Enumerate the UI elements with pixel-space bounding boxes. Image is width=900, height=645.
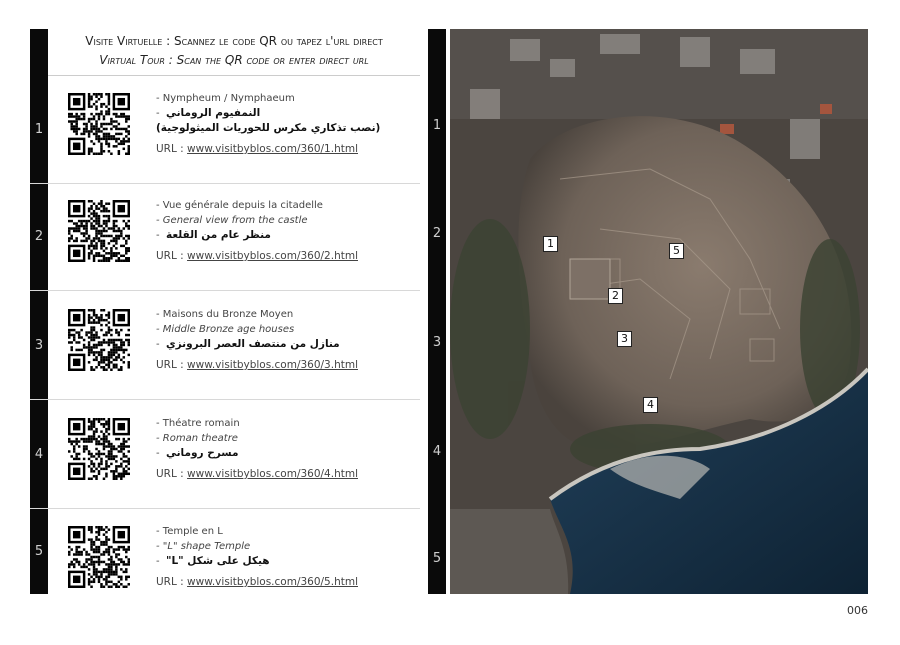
site-url[interactable] — [156, 358, 416, 373]
url-label: URL : — [156, 468, 188, 480]
map-marker-2[interactable]: 2 — [608, 288, 623, 304]
site-name-en: - "L" shape Temple — [156, 541, 251, 552]
site-desc-ar: (نصب تذكاري مكرس للحوريات الميثولوجية) — [156, 122, 381, 134]
qr-code-5[interactable] — [68, 526, 130, 588]
page-number: 006 — [847, 604, 868, 617]
row-number: 2 — [34, 229, 44, 244]
map-marker-4[interactable]: 4 — [643, 397, 658, 413]
url-label: URL : — [156, 576, 188, 588]
site-row-2 — [30, 183, 420, 291]
site-name-ar: منازل من منتصف العصر البرونزي — [165, 338, 340, 350]
mid-number-5: 5 — [432, 551, 442, 566]
url-link[interactable]: www.visitbyblos.com/360/4.html — [187, 468, 358, 480]
middle-black-bar — [428, 29, 446, 594]
site-name-ar: منظر عام من القلعة — [165, 229, 271, 241]
row-number: 4 — [34, 447, 44, 462]
url-link[interactable]: www.visitbyblos.com/360/3.html — [187, 359, 358, 371]
site-row-1 — [30, 76, 420, 184]
mid-number-1: 1 — [432, 118, 442, 133]
qr-code-3[interactable] — [68, 309, 130, 371]
url-label: URL : — [156, 359, 188, 371]
site-url[interactable] — [156, 575, 416, 590]
row-number: 5 — [34, 544, 44, 559]
url-link[interactable]: www.visitbyblos.com/360/5.html — [187, 576, 358, 588]
site-name-ar: مسرح روماني — [165, 447, 239, 459]
mid-number-3: 3 — [432, 335, 442, 350]
url-link[interactable]: www.visitbyblos.com/360/2.html — [187, 250, 358, 262]
site-name-fr: - Théatre romain — [156, 418, 240, 429]
url-label: URL : — [156, 143, 188, 155]
dash: - — [156, 230, 160, 241]
site-name-ar: النمفيوم الروماني — [165, 107, 261, 119]
site-row-3 — [30, 292, 420, 400]
aerial-photo — [450, 29, 868, 594]
row-number: 3 — [34, 338, 44, 353]
site-url[interactable] — [156, 142, 416, 157]
map-marker-3[interactable]: 3 — [617, 331, 632, 347]
map-marker-5[interactable]: 5 — [669, 243, 684, 259]
site-name-en: - General view from the castle — [156, 215, 308, 226]
mid-number-4: 4 — [432, 444, 442, 459]
header-french: Visite Virtuelle : Scannez le code QR ou tapez l'url direct — [85, 34, 383, 48]
qr-code-2[interactable] — [68, 200, 130, 262]
header-english: Virtual Tour : Scan the QR code or enter direct url — [99, 53, 369, 67]
url-label: URL : — [156, 250, 188, 262]
site-name-ar: هيكل على شكل "L" — [165, 555, 270, 567]
aerial-map — [450, 29, 868, 594]
row-number: 1 — [34, 122, 44, 137]
dash: - — [156, 108, 160, 119]
url-link[interactable]: www.visitbyblos.com/360/1.html — [187, 143, 358, 155]
qr-code-4[interactable] — [68, 418, 130, 480]
site-name-fr: - Vue générale depuis la citadelle — [156, 200, 323, 211]
dash: - — [156, 339, 160, 350]
site-row-5 — [30, 509, 420, 594]
site-name-en: - Roman theatre — [156, 433, 238, 444]
mid-number-2: 2 — [432, 226, 442, 241]
map-marker-1[interactable]: 1 — [543, 236, 558, 252]
site-name-fr: - Maisons du Bronze Moyen — [156, 309, 294, 320]
page-header — [48, 29, 420, 76]
site-row-4 — [30, 401, 420, 509]
site-name-fr: - Temple en L — [156, 526, 223, 537]
dash: - — [156, 448, 160, 459]
site-name-fr: - Nympheum / Nymphaeum — [156, 93, 295, 104]
qr-code-1[interactable] — [68, 93, 130, 155]
site-name-en: - Middle Bronze age houses — [156, 324, 295, 335]
dash: - — [156, 556, 160, 567]
site-url[interactable] — [156, 249, 416, 264]
site-url[interactable] — [156, 467, 416, 482]
